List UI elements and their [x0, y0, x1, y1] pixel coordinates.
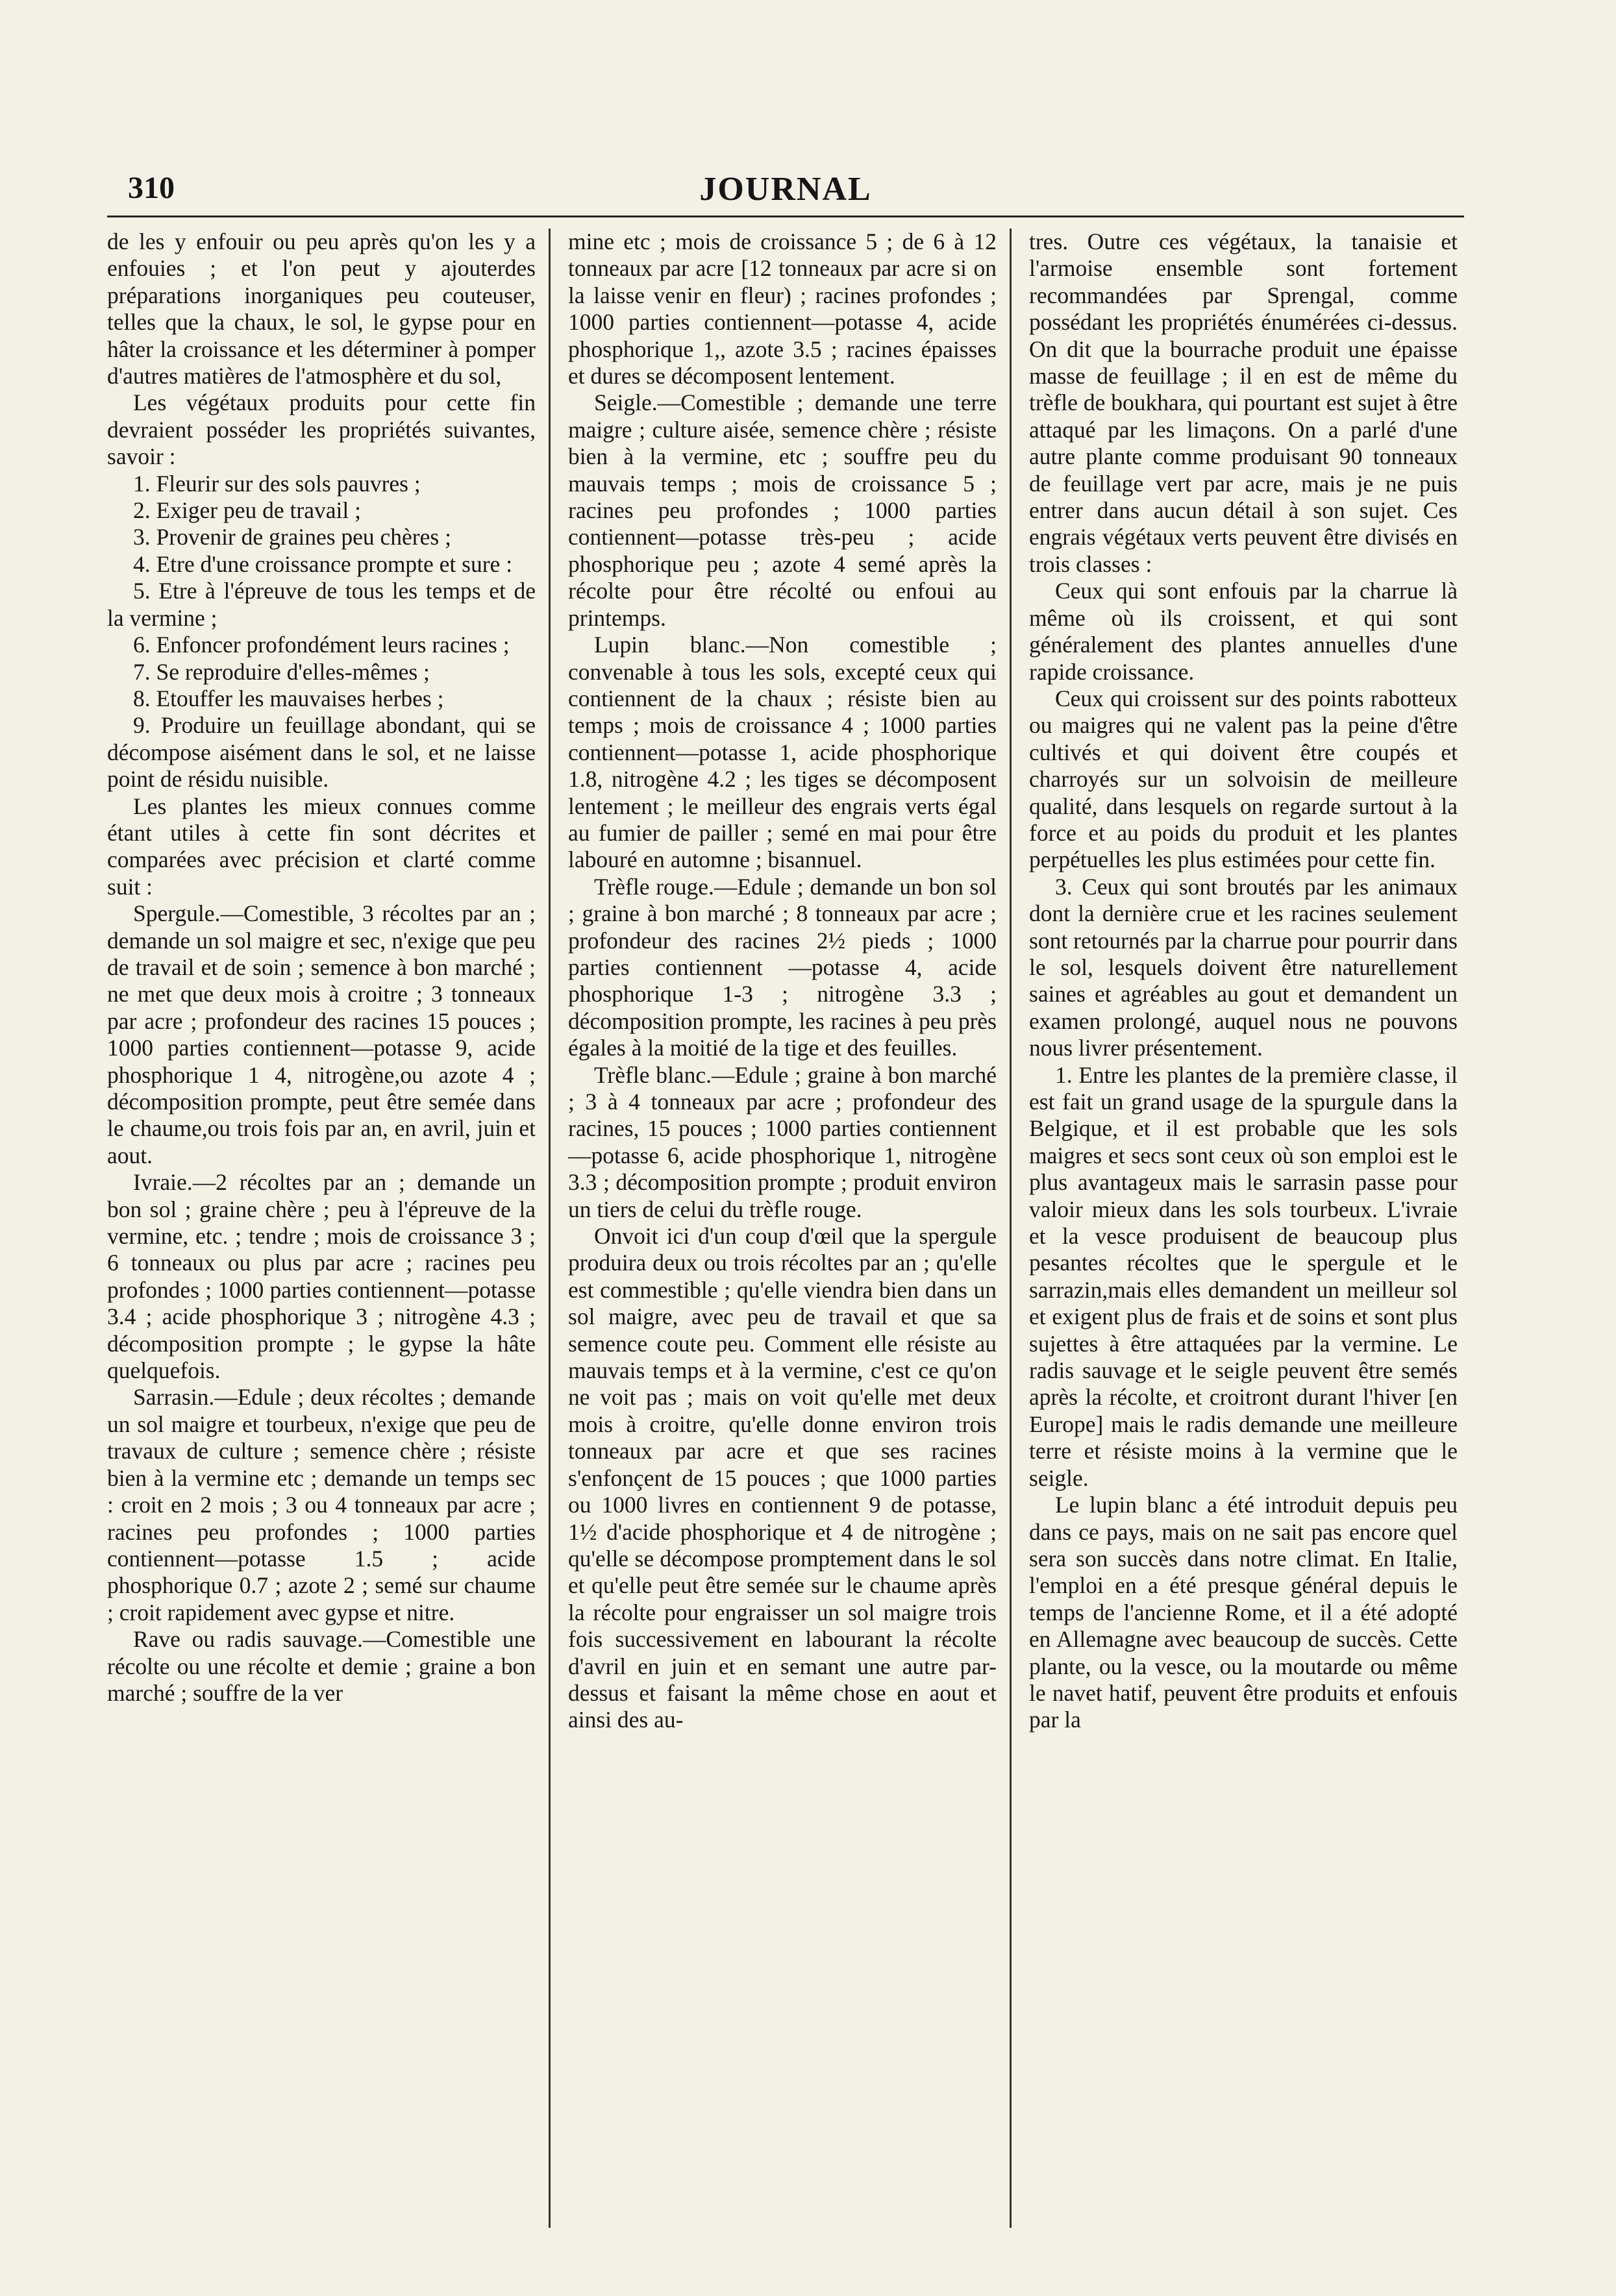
- paragraph: 8. Etouffer les mauvaises herbes ;: [133, 685, 444, 711]
- paragraph: 1. Entre les plantes de la première classe, il est fait un grand usage de la spurgule dans la Belgique, et il est probable que les sols maigres et secs sont ceux où son emploi est le plus avantageux mais le sarrasin passe pour valoir mieux dans les sols tourbeux. L'ivraie et la vesce produisent de beaucoup plus pesantes récoltes que le spergule et le sarrazin,mais elles demandent un meilleur sol et exigent plus de frais et de soins et sont plus sujettes à être attaquées par la vermine. Le radis sauvage et le seigle peuvent être semés après la récolte, et croitront durant l'hiver [en Europe] mais le radis demande une meilleure terre et résiste moins à la vermine que le seigle.: [1029, 1061, 1458, 1491]
- paragraph: 6. Enfoncer profondément leurs racines ;: [133, 632, 510, 658]
- paragraph: 7. Se reproduire d'elles-mêmes ;: [133, 658, 430, 685]
- article-body: [107, 228, 1464, 2215]
- text-column-2: [568, 228, 997, 2215]
- paragraph: Sarrasin.—Edule ; deux récoltes ; demande un sol maigre et tourbeux, n'exige que peu de travaux de culture ; semence chère ; résiste bien à la vermine etc ; demande un temps sec : croit en 2 mois ; 3 ou 4 tonneaux par acre ; racines peu profondes ; 1000 parties contiennent—potasse 1.5 ; acide phosphorique 0.7 ; azote 2 ; semé sur chaume ; croit rapidement avec gypse et nitre.: [107, 1384, 536, 1625]
- paragraph: Onvoit ici d'un coup d'œil que la spergule produira deux ou trois récoltes par an ; qu'elle est commestible ; qu'elle viendra bien dans un sol maigre, avec peu de travail et que sa semence coute peu. Comment elle résiste au mauvais temps et à la vermine, c'est ce qu'on ne voit pas ; mais on voit qu'elle met deux mois à croitre, qu'elle donne environ trois tonneaux par acre et que ses racines s'enfonçent de 15 pouces ; que 1000 parties ou 1000 livres en contiennent 9 de potasse, 1½ d'acide phosphorique et 4 de nitrogène ; qu'elle se décompose promptement dans le sol et qu'elle peut être semée sur le chaume après la récolte pour engraisser un sol maigre trois fois successivement en labourant la récolte d'avril en juin et en semant une autre par-dessus et faisant la même chose en aout et ainsi des au-: [568, 1223, 997, 1733]
- text-column-1: [107, 228, 536, 2215]
- paragraph: mine etc ; mois de croissance 5 ; de 6 à 12 tonneaux par acre [12 tonneaux par acre si on la laisse venir en fleur) ; racines profondes ; 1000 parties contiennent—potasse 4, acide phosphorique 1,, azote 3.5 ; racines épaisses et dures se décomposent lentement.: [568, 228, 997, 389]
- paragraph: Ceux qui croissent sur des points rabotteux ou maigres qui ne valent pas la peine d'être cultivés et qui doivent être coupés et charroyés sur un solvoisin de meilleure qualité, dans lesquels on regarde surtout à la force et au poids du produit et les plantes perpétuelles les plus estimées pour cette fin.: [1029, 685, 1458, 873]
- paragraph: Les végétaux produits pour cette fin devraient posséder les propriétés suivantes, savoir :: [107, 389, 536, 470]
- paragraph: 3. Ceux qui sont broutés par les animaux dont la dernière crue et les racines seulement sont retournés par la charrue pour pourrir dans le sol, lesquels doivent être naturellement saines et agréables au gout et demandent un examen prolongé, auquel nous ne pouvons nous livrer présentement.: [1029, 873, 1458, 1061]
- paragraph: de les y enfouir ou peu après qu'on les y a enfouies ; et l'on peut y ajouterdes préparations inorganiques peu couteuser, telles que la chaux, le sol, le gypse pour en hâter la croissance et les déterminer à pomper d'autres matières de l'atmosphère et du sol,: [107, 228, 536, 389]
- paragraph: Les plantes les mieux connues comme étant utiles à cette fin sont décrites et comparées avec précision et clarté comme suit :: [107, 793, 536, 900]
- paragraph: 9. Produire un feuillage abondant, qui se décompose aisément dans le sol, et ne laisse point de résidu nuisible.: [107, 712, 536, 793]
- paragraph: Ceux qui sont enfouis par la charrue là même où ils croissent, et qui sont généralement des plantes annuelles d'une rapide croissance.: [1029, 578, 1458, 685]
- paragraph: Lupin blanc.—Non comestible ; convenable à tous les sols, excepté ceux qui contiennent de la chaux ; résiste bien au temps ; mois de croissance 4 ; 1000 parties contiennent—potasse 1, acide phosphorique 1.8, nitrogène 4.2 ; les tiges se décomposent lentement ; le meilleur des engrais verts égal au fumier de pailler ; semé en mai pour être labouré en automne ; bisannuel.: [568, 632, 997, 873]
- paragraph: Spergule.—Comestible, 3 récoltes par an ; demande un sol maigre et sec, n'exige que peu de travail et de soin ; semence à bon marché ; ne met que deux mois à croitre ; 3 tonneaux par acre ; profondeur des racines 15 pouces ; 1000 parties contiennent—potasse 9, acide phosphorique 1 4, nitrogène,ou azote 4 ; décomposition prompte, peut être semée dans le chaume,ou trois fois par an, en avril, juin et aout.: [107, 900, 536, 1168]
- paragraph: Seigle.—Comestible ; demande une terre maigre ; culture aisée, semence chère ; résiste bien à la vermine, etc ; souffre peu du mauvais temps ; mois de croissance 5 ; racines peu profondes ; 1000 parties contiennent—potasse très-peu ; acide phosphorique peu ; azote 4 semé après la récolte pour être récolté ou enfoui au printemps.: [568, 389, 997, 631]
- page-header: [107, 170, 1464, 217]
- paragraph: 4. Etre d'une croissance prompte et sure :: [133, 550, 513, 577]
- paragraph: 2. Exiger peu de travail ;: [133, 497, 361, 524]
- paragraph: Ivraie.—2 récoltes par an ; demande un bon sol ; graine chère ; peu à l'épreuve de la vermine, etc. ; tendre ; mois de croissance 3 ; 6 tonneaux ou plus par acre ; racines peu profondes ; 1000 parties contiennent—potasse 3.4 ; acide phosphorique 3 ; nitrogène 4.3 ; décomposition prompte ; le gypse la hâte quelquefois.: [107, 1169, 536, 1384]
- paragraph: tres. Outre ces végétaux, la tanaisie et l'armoise ensemble sont fortement recommandées par Sprengal, comme possédant les propriétés énumérées ci-dessus. On dit que la bourrache produit une épaisse masse de feuillage ; il en est de même du trèfle de boukhara, qui pourtant est sujet à être attaqué par les limaçons. On a parlé d'une autre plante comme produisant 90 tonneaux de feuillage vert par acre, mais je ne puis entrer dans aucun détail à son sujet. Ces engrais végétaux verts peuvent être divisés en trois classes :: [1029, 228, 1458, 577]
- paragraph: 5. Etre à l'épreuve de tous les temps et de la vermine ;: [107, 578, 536, 631]
- paragraph: Trèfle rouge.—Edule ; demande un bon sol ; graine à bon marché ; 8 tonneaux par acre ; profondeur des racines 2½ pieds ; 1000 parties contiennent —potasse 4, acide phosphorique 1-3 ; nitrogène 3.3 ; décomposition prompte, les racines à peu près égales à la moitié de la tige et des feuilles.: [568, 873, 997, 1061]
- journal-title: JOURNAL: [699, 171, 872, 208]
- page-number: 310: [128, 171, 175, 205]
- paragraph: Trèfle blanc.—Edule ; graine à bon marché ; 3 à 4 tonneaux par acre ; profondeur des racines, 15 pouces ; 1000 parties contiennent—potasse 6, acide phosphorique 1, nitrogène 3.3 ; décomposition prompte ; produit environ un tiers de celui du trèfle rouge.: [568, 1061, 997, 1222]
- paragraph: Rave ou radis sauvage.—Comestible une récolte ou une récolte et demie ; graine a bon marché ; souffre de la ver: [107, 1626, 536, 1706]
- paragraph: 3. Provenir de graines peu chères ;: [133, 524, 451, 550]
- paragraph: Le lupin blanc a été introduit depuis peu dans ce pays, mais on ne sait pas encore quel sera son succès dans notre climat. En Italie, l'emploi en a été presque général depuis le temps de l'ancienne Rome, et il a été adopté en Allemagne avec beaucoup de succès. Cette plante, ou la vesce, ou la moutarde ou même le navet hatif, peuvent être produits et enfouis par la: [1029, 1492, 1458, 1733]
- text-column-3: [1029, 228, 1458, 2215]
- paragraph: 1. Fleurir sur des sols pauvres ;: [133, 470, 421, 497]
